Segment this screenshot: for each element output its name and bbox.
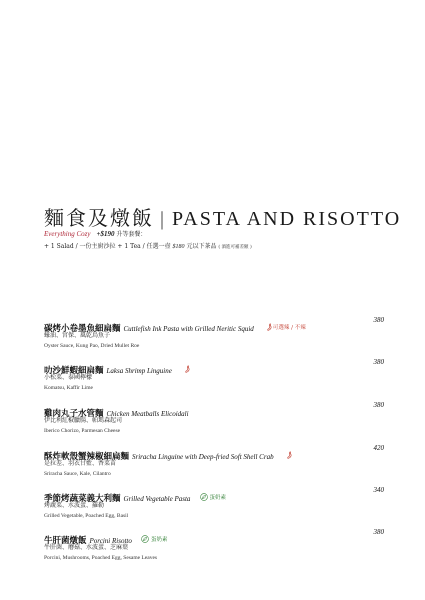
menu-item-ingredients-zh: 小松菜、泰國檸檬 bbox=[44, 374, 93, 381]
menu-item-ingredients-zh: 伊比利紅椒臘腸、帕瑪森起司 bbox=[44, 417, 123, 424]
menu-item-ingredients-en: Sriracha Sauce, Kale, Cilantro bbox=[44, 471, 111, 477]
menu-item-ingredients-en: Komatsu, Kaffir Lime bbox=[44, 385, 93, 391]
menu-item-name-en: Laksa Shrimp Linguine bbox=[106, 367, 172, 375]
chili-icon bbox=[286, 451, 293, 459]
menu-item-tag bbox=[141, 535, 168, 543]
menu-item-tag bbox=[181, 365, 191, 373]
menu-item-ingredients-zh: 烤蔬菜、水波蛋、羅勒 bbox=[44, 502, 105, 509]
menu-item-ingredients-en: Oyster Sauce, Kung Pao, Dried Mullet Roe bbox=[44, 343, 140, 349]
leaf-icon bbox=[200, 493, 208, 501]
set-offer-lead: Everything Cozy bbox=[44, 230, 91, 238]
menu-item bbox=[44, 316, 384, 349]
menu-item bbox=[44, 401, 384, 434]
menu-item-ingredients-zh: 牛肝菌、蘑菇、水波蛋、芝麻葉 bbox=[44, 544, 129, 551]
menu-item-name-en: Chicken Meatballs Elicoidali bbox=[106, 410, 189, 418]
menu-item-head bbox=[44, 316, 384, 334]
menu-item bbox=[44, 528, 384, 561]
menu-item-tag-label: 蛋奶素 bbox=[150, 536, 168, 543]
set-offer-detail bbox=[44, 241, 252, 250]
menu-item-name-en: Grilled Vegetable Pasta bbox=[123, 495, 191, 503]
menu-item-tag bbox=[200, 493, 227, 501]
set-offer-suffix: 升等套餐： bbox=[116, 231, 147, 238]
menu-item bbox=[44, 486, 384, 519]
set-offer-detail-b: 元以下茶品 bbox=[186, 243, 217, 250]
title-zh: 麵食及燉飯 bbox=[44, 208, 154, 230]
menu-item bbox=[44, 358, 384, 391]
menu-item bbox=[44, 444, 384, 477]
chili-icon bbox=[184, 365, 191, 373]
menu-item-price: 340 bbox=[373, 486, 384, 494]
set-offer-line bbox=[44, 229, 146, 238]
menu-item-price: 380 bbox=[373, 528, 384, 536]
menu-item-name-zh: 酥炸軟殼蟹辣椒細扁麵 bbox=[44, 452, 130, 462]
menu-item-price: 380 bbox=[373, 401, 384, 409]
menu-item-name-zh: 季節烤蔬菜義大利麵 bbox=[44, 494, 121, 504]
menu-item-tag bbox=[263, 323, 306, 331]
menu-item-head bbox=[44, 358, 384, 376]
menu-item-head bbox=[44, 528, 384, 546]
set-offer-detail-a: + 1 Salad / 一份主廚沙拉 + 1 Tea / 任選一壺 bbox=[44, 243, 171, 250]
menu-item-ingredients-en: Iberico Chorizo, Parmesan Cheese bbox=[44, 428, 121, 434]
menu-item-tag-label: 可選辣 / 不辣 bbox=[272, 324, 306, 331]
page-title bbox=[44, 202, 401, 231]
menu-item-ingredients-zh: 蠔油、宮保、風乾烏魚子 bbox=[44, 332, 111, 339]
menu-item-name-zh: 雞肉丸子水管麵 bbox=[44, 409, 104, 419]
menu-item-name-en: Porcini Risotto bbox=[89, 537, 132, 545]
menu-item-tag-label: 蛋奶素 bbox=[209, 494, 227, 501]
menu-item-price: 420 bbox=[373, 444, 384, 452]
menu-item-ingredients-zh: 是拉差、羽衣甘藍、香菜苗 bbox=[44, 460, 117, 467]
menu-item-name-en: Cuttlefish Ink Pasta with Grilled Neritic Squid bbox=[123, 325, 254, 333]
menu-item-ingredients-en: Porcini, Mushrooms, Poached Egg, Sesame Leaves bbox=[44, 555, 158, 561]
title-separator: | bbox=[160, 208, 167, 230]
menu-item-name-zh: 碳烤小卷墨魚細扁麵 bbox=[44, 324, 121, 334]
leaf-icon bbox=[141, 535, 149, 543]
set-offer-price: $190 bbox=[100, 230, 115, 238]
menu-item-ingredients-en: Grilled Vegetable, Poached Egg, Basil bbox=[44, 513, 129, 519]
chili-icon bbox=[266, 323, 273, 331]
set-offer-detail-price: $180 bbox=[172, 244, 185, 250]
title-en: PASTA AND RISOTTO bbox=[172, 208, 402, 230]
menu-item-name-zh: 牛肝菌燉飯 bbox=[44, 536, 87, 546]
menu-item-name-zh: 叻沙鮮蝦細扁麵 bbox=[44, 366, 104, 376]
menu-item-head bbox=[44, 486, 384, 504]
menu-item-tag bbox=[283, 451, 293, 459]
menu-item-head bbox=[44, 444, 384, 462]
set-offer-detail-note: ( 酒進可補差額 ) bbox=[218, 245, 252, 250]
menu-item-price: 380 bbox=[373, 316, 384, 324]
set-offer-prefix: + bbox=[96, 230, 101, 238]
menu-item-price: 380 bbox=[373, 358, 384, 366]
menu-item-head bbox=[44, 401, 384, 419]
menu-item-name-en: Sriracha Linguine with Deep-fried Soft Shell Crab bbox=[132, 453, 274, 461]
